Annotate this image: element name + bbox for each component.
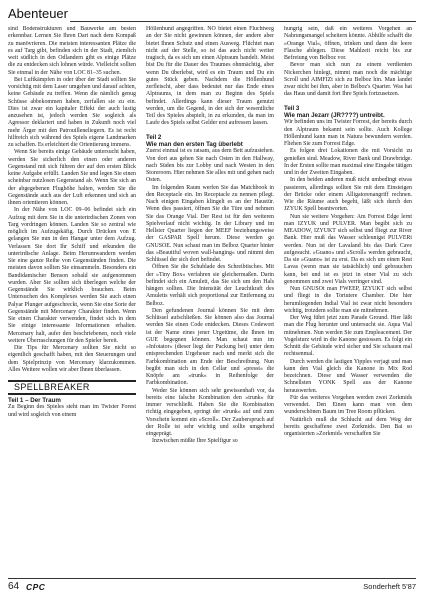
paragraph: Es folgen drei Lokationen die mit Vorsicht zu genießen sind. Meadow, River Bank und Drawbridge. In der Ersten sollte man maximal eine Eingabe tätigen und in der Zweiten Eingaben.: [284, 148, 412, 177]
column-1: [8, 26, 136, 574]
paragraph: Inzwischen müßte Ihre Spielfigur so: [152, 438, 238, 445]
column-2: [146, 26, 274, 574]
page-footer: [8, 578, 416, 594]
paragraph: Bei Luftkämpfen in oder über der Stadt sollten Sie vorsichtig mit dem Laser umgehen und darauf achten, keine Gebäude zu treffen. Wenn die nämlich genug Schüsse abbekommen haben, zerfallen sie zu ein. Dies ist zwar ein kapitaler Effekt der auch lustig anzusehen ist, jedoch werden Sie sogleich als Agressor deklariert und haben in Zukunft noch viel mehr Ärger mit den Patrouilleneliegern. Es ist recht hilfreich sich während des Spiels eigene Landmarken zu schaffen. Es erleichtert die Orientierung immens.: [8, 76, 136, 148]
page-number: 64: [8, 581, 20, 592]
teil2-heading: Teil 2 Wie man den ersten Tag überlebt: [146, 133, 243, 148]
spellbreaker-heading: SPELLBREAKER: [14, 382, 90, 392]
paragraph: Wenn Sie bereits einige Gebäude untersucht haben, werden Sie sicherlich den einen oder anderen Gegenstand mit sich führen der auf den ersten Blick keine Aufgabe erfüllt. Landen Sie und legen Sie einen scheinbar nutzlosen Gegenstand ab. Wenn Sie sich an der abgegebenen Flughöhe halten, werden Sie die Gegenstände auch aus der Luft erkennen und sich an ihnen orientieren können.: [8, 149, 136, 206]
issue-label: Sonderheft 5'87: [363, 582, 416, 591]
paragraph: Wir befinden uns im Twister Forrest, der bereits durch den Alptraum bekannt sein sollte. Auch Kollege Höllenhund kann man in Natura bewundern werden. Fliehen Sie zum Forrest Edge.: [284, 119, 412, 148]
paragraph: Natürlich muß die Schlucht auf dem Weg der bereits geschaffene zwei Zorkmids. Den Bai so organisierten »Zorkmid« verschaffen Sie: [284, 416, 412, 438]
magazine-logo: CPC: [26, 582, 46, 592]
paragraph: Zuerst einmal ist es ratsam, aus dem Bett aufzustehen. Von dort aus gehen Sie nach Osten in den Hallway, nach Süden bis zur Lobby und nach Westen in den Storeroom. Hier nehmen Sie alles mit und gehen nach Osten.: [146, 148, 274, 184]
paragraph: Höllenhund angegriffen. NO bietet einen Fluchtweg an der Sie nicht gewinnen können, der andere aber bietet Ihnen Schutz und einen Ausweg. Flüchtet man nicht auf der Stelle, so ist das auch nicht weiter tragisch, da es sich um einen Alptraum handelt. Meist bist Du für die Dauer des Traumes ohnmächtig, aber wenn Du überlebst, wird es ein Traum und Du ein gutes Stück geben. Nachdem die Höllenhund zerfleischt, aber dass bedeutet nur das Ende eines Alptraums, in dem man zu Beginn des Spiels befindet. Allerdings kann dieser Traum genutzt werden, um die Gegend, in der sich der wesentliche Teil des Spieles abspielt, in zu erkunden, da man im Laufe des Spiels selbst Gelder erst aufressen lassen.: [146, 26, 274, 127]
section-title: Abenteuer: [8, 6, 68, 21]
paragraph: Bevor man sich nun zu einem verdienten Nickerchen hinlegt, nimmt man noch die mächtige Scroll und AIMFIZt sich zu Belboz hin. Man landet zwar nicht bei ihm, aber in Belboz's Quarter. Was hat das Haus und damit fort Ihre Spiels fortzusetzen.: [284, 62, 412, 98]
teil3-heading: Teil 3 Wie man Jezarr (JR????) untreibt.: [284, 104, 385, 119]
column-3: [284, 26, 412, 574]
teil1-heading: Teil 1 – Der Traum: [8, 397, 61, 404]
paragraph: Im folgenden Raum werfen Sie das Matchbook in den Receptacle ein. Im Receptacle zu nennen pflegt. Nach einigen Eingaben klingelt es an der Haustür. Wenn dies passiert, öffnen Sie die Türe und nehmen Sie das Orange Vial. Der Rest ist für den weiteren Spielverlauf nicht wichtig. In der Library und im Hellster Quarter liegen der MEEF beziehungsweise der GASPAR Spell herum. Diese werden go GNUSOE. Nun schaut man im Belboz Quarter hinter das »Beautiful woven wall-hanging« und nimmt den Schlüssel der sich dort befindet.: [146, 184, 274, 264]
page-header: [8, 7, 416, 25]
paragraph: Weder Sie können sich sehr gewissenhaft vor, da bereits eine falsche Kombination den »trunk« für immer verschließt. Haben Sie die Kombination richtig eingegeben, springt der »trunk« auf und zum Vorschein kommt ein »Scroll«. Der Zauberspruch auf der Rolle ist sehr wichtig und sollte umgehend eingeprägt.: [146, 387, 274, 438]
paragraph: hungrig sein, daß ein weiteres Vorgehen an Nahrungsmangel scheitern könnte. Abhilfe schafft die »Orange Vial«, öffnen, trinken und dann die leere Flasche ablegen. Diese Mahlzeit reicht bis zur Befreiung von Belboz vor.: [284, 26, 412, 61]
paragraph: Für das weiteres Vorgehen werden zwei Zorkmids verwendet. Den Einen kann man von dem wunderschönen Baum im Tree Room pflücken.: [284, 394, 412, 416]
paragraph: Öffnen Sie die Schublade des Schreibtisches. Mit der »Tiny Box« verfahren sie gleichermaßen. Darin befindet sich ein Amulett, das Sie sich um den Hals hängen sollten. Die Intensität der Leuchtkraft des Amuletts verhält sich proportional zur Entfernung zu Belboz.: [146, 264, 274, 307]
spellbreaker-title-box: [8, 380, 136, 395]
header-rule: [70, 21, 416, 22]
footer-rule: [8, 578, 416, 579]
paragraph: Nun GNUSOt man FWEEP, IZYUKT sich selbst und fliegt in die Tortutere Chamber. Die hier herumliegenden Indial Vial ist zwar nicht besonders wichtig, trotzdem sollte man sie mitnehmen.: [284, 286, 412, 314]
box-rule-bottom: [8, 393, 136, 395]
paragraph: Durch werden die lastigen Yipples verjagt und man kann den Vial gleich die Kanone in Mix Rod bezeichnen. Diese und Wasser verwenden die Schnellsten YONK Spell aus der Kanone herauswerfen.: [284, 358, 412, 394]
paragraph: In der Nähe von LOC 09–06 befindet sich ein Aufzug mit dem Sie in die unterirdischen Zonen von Targ vordringen können. Landen Sie so zentral wie möglich im Aufzugskäfig. Durch Drücken von E gelangen Sie nun in den Hangar unter dem Aufzug. Verlassen Sie dort Ihr Schiff und erkunden die unterirdische Anlage. Beim Herumwandern werden Sie eine ganze Reihe von Gegenständen finden. Die meisten davon sollten Sie einsammeln. Besonders ein Bandidamischer Benson sobald sie aufgenommen wurden. Aber Sie sollten sich überlegen welche der Gegenstände Sie wirklich brauchen. Beim Untersuchen des Komplexes werden Sie auch einen Palyar Plunger aufgeschreckt, wenn Sie eine Sorte der Gegenstände mit Mercenary Charakter finden. Wenn Sie einen Charakter verwenden, findet sich in dem Sie einige interessante Informationen erhalten. Mercenary halt, aufer den beschriebenen, noch viele weitere Überraschungen für den Spieler bereit.: [8, 207, 136, 344]
paragraph: Zu Beginn des Spieles steht man im Twister Forest und wird sogleich von einem: [8, 404, 136, 418]
paragraph: sind Bodenstrukturen und Bauwerke am besten erkennbar. Lernen Sie Ihren Dart nach dem Kompaß zu manövrieren. Die meisten interessanten Plätze die es auf Targ gibt, befinden sich in der Stadt, ziemlich weit südlich in den Odlandern gibt es einige Plätze die zu entdecken sich lohnen würde. Vielleicht sollten Sie einmal in der Nähe von LOC 81–35 suchen.: [8, 26, 136, 76]
paragraph: Der Weg führt jetzt zum Parade Ground. Hier läßt man die Flug herunter und untersucht sie. Aqua Vial mitnehmen. Nun werden Sie zum Empleacement. Der Vogelsturz wird in die Kanone gestossen. Es folgt ein Schnitt die Gebäude wird sicher und Sie schauen mal rechtsenmal.: [284, 315, 412, 358]
paragraph: Die Tips für Mercenary sollten Sie nicht so eigentlich geschafft haben, mit den Steuerungen und dem Spielprinzip von Mercenary klarzukommen. Alles Weitere wollen wir aber Ihnen überlassen.: [8, 345, 136, 373]
paragraph: In den beiden anderen muß nicht umbedingt etwas passieren, allerdings sollten Sie mit dem Einsteigen der Brücke oder einem Alligatorenangriff rechnen. Wie die Räume auch begeht, läßt sich durch den JZYUK Spell beantworten.: [284, 177, 412, 213]
paragraph: Nun sie weitere Vorgehen: Am Forrest Edge lernt man IZYUK und PULVER. Man begibt sich zu MEADOW, IZYUKT sich selbst und fliegt zur River Bank. Hier muß das Wasser schleunigst PULVERt werden. Nun ist der Lavaland bis das Dark Cave aufgesucht. »Guano« und »Scroll« werden gebraucht, Da sie »Guano« ist zu erst. Da es sich um einen Rest Lavas (wenn man sie tatsächlich) und gebrauchen kann, bei und ist es jetzt in einer Vial zu sich genommen und zwei Vials verringer sind.: [284, 213, 412, 285]
paragraph: Den gefundenen Journal können Sie mit dem Schlüssel aufschließen. Sie können also das Journal werden Sie einen Code entdecken. Dieses Codewort ist der Name eines jener Urgetüme, die Ihnen im GUE begegnen können. Man schaut nun im »Infotator« (dieser liegt der Packung bei) unter dem entsprechenden Urgeheuer nach und merkt sich die Farbkombination am Ende der Beschreibung. Nun begibt man sich in den Cellar und »presst« die Knöpfe am »trunk« in Reihenfolge der Farbkombination.: [146, 307, 274, 387]
